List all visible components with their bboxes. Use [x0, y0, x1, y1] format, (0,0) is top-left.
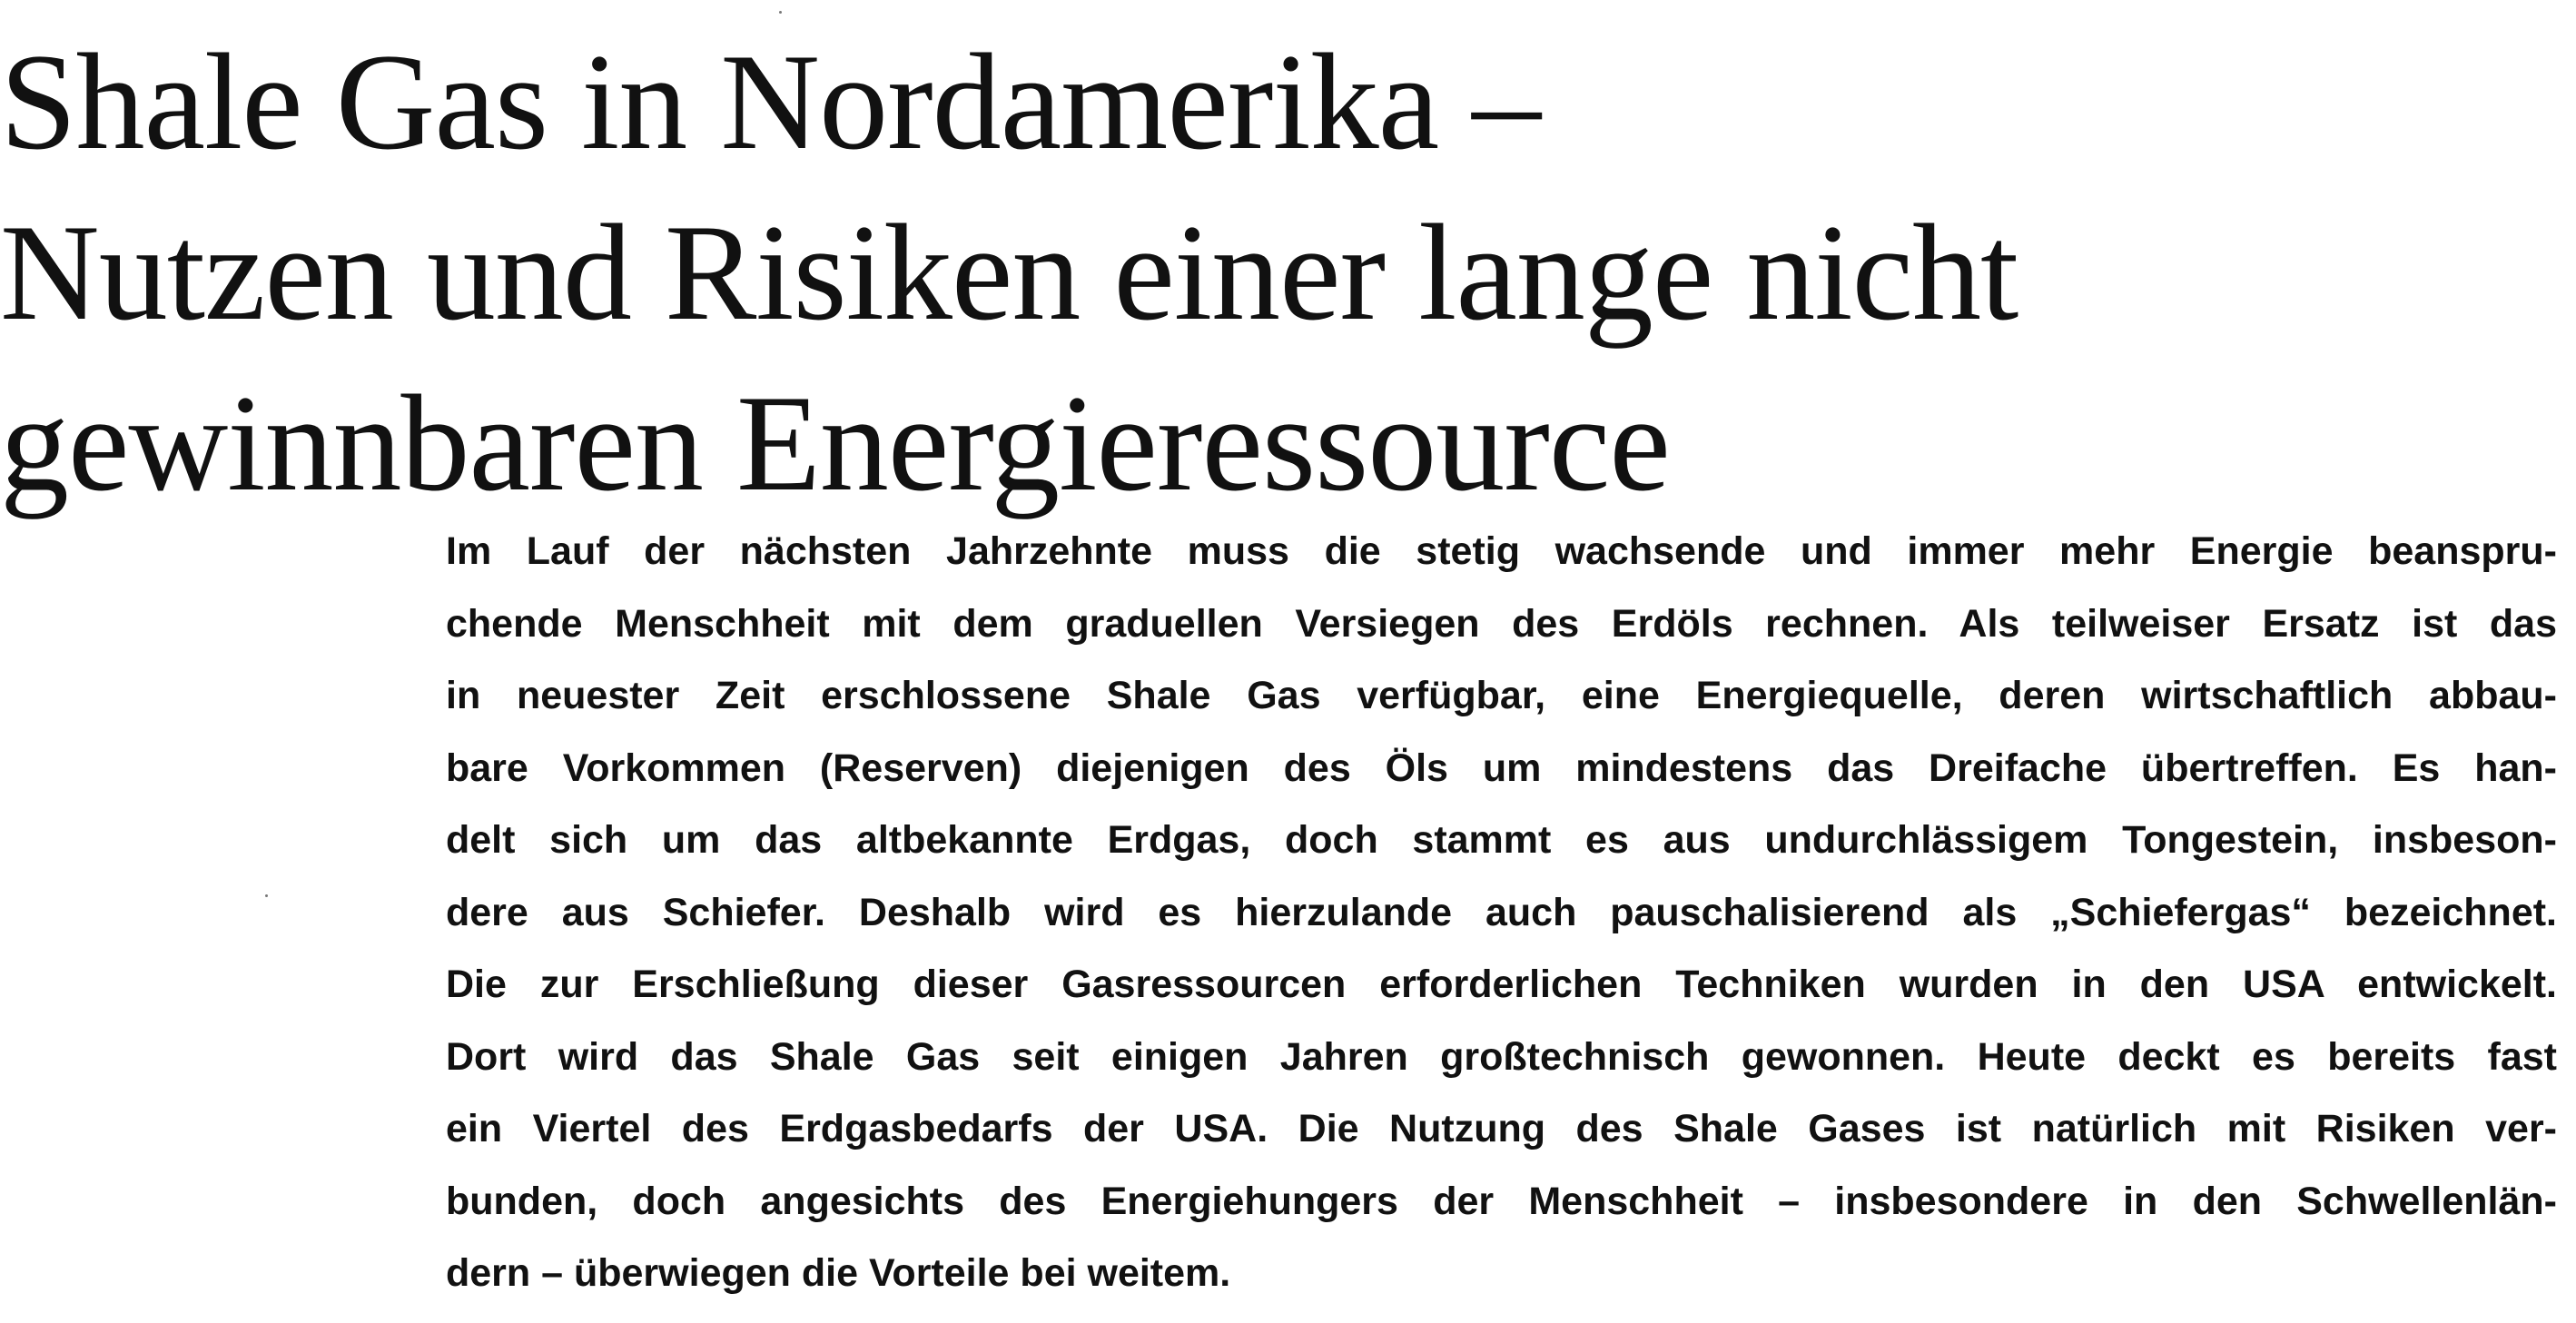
lead-line-8: Dort wird das Shale Gas seit einigen Jahren großtechnisch gewonnen. Heute deckt es bereits fast [446, 1034, 2557, 1079]
scan-speck [265, 894, 268, 897]
lead-line-10: bunden, doch angesichts des Energiehungers der Menschheit – insbesondere in den Schwellenlän- [446, 1179, 2557, 1223]
lead-line-5: delt sich um das altbekannte Erdgas, doch stammt es aus undurchlässigem Tongestein, insbeson- [446, 818, 2557, 862]
scan-speck [779, 11, 782, 14]
lead-line-3: in neuester Zeit erschlossene Shale Gas verfügbar, eine Energiequelle, deren wirtschaftlich abbau- [446, 674, 2557, 717]
title-line-1: Shale Gas in Nordamerika – [0, 25, 1541, 178]
lead-line-9: ein Viertel des Erdgasbedarfs der USA. Die Nutzung des Shale Gases ist natürlich mit Risiken ver- [446, 1107, 2557, 1150]
lead-line-6: dere aus Schiefer. Deshalb wird es hierzulande auch pauschalisierend als „Schiefergas“ bezeichnet. [446, 890, 2557, 934]
lead-line-1: Im Lauf der nächsten Jahrzehnte muss die stetig wachsende und immer mehr Energie beanspru- [446, 529, 2557, 573]
article-lead-paragraph [446, 516, 2557, 1310]
article-title [0, 16, 2542, 528]
lead-line-4: bare Vorkommen (Reserven) diejenigen des Öls um mindestens das Dreifache übertreffen. Es han- [446, 745, 2557, 790]
title-line-2: Nutzen und Risiken einer lange nicht [0, 196, 2018, 349]
lead-line-11: dern – überwiegen die Vorteile bei weitem. [446, 1251, 1231, 1295]
lead-line-2: chende Menschheit mit dem graduellen Versiegen des Erdöls rechnen. Als teilweiser Ersatz ist das [446, 601, 2557, 646]
lead-line-7: Die zur Erschließung dieser Gasressourcen erforderlichen Techniken wurden in den USA entwickelt. [446, 963, 2557, 1006]
title-line-3: gewinnbaren Energieressource [0, 367, 1670, 519]
